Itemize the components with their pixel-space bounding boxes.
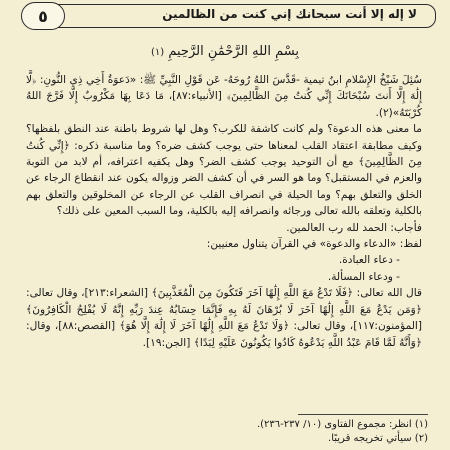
question-paragraph-1: سُئِلَ شَيْخُ الإِسْلامِ ابنُ تيمية -قَدَّسَ اللهُ رُوحَهُ- عَن قَوْلِ النَّبِيِّ ﷺ: «دَعوَةُ أَخِي ذِي النُّونِ: ﴿لَّا إِلَٰهَ إِلَّا أَنتَ سُبْحَانَكَ إِنِّي كُنتُ مِنَ الظَّالِمِينَ﴾ [الأنبياء:٨٧]، مَا دَعَا بِهَا مَكْرُوبٌ إِلَّا فَرَّجَ اللهُ كُرْبَتَهُ»(٢). (26, 74, 423, 119)
answer-line: لفظ: «الدعاء والدعوة» في القرآن يتناول معنيين: (206, 238, 422, 251)
bullet-item-request: - ودعاء المسألة. (327, 270, 400, 283)
footnote-1: (١) انظر: مجموع الفتاوى (١٠/ ٢٣٧-٢٣٦). (256, 419, 428, 430)
main-text (26, 72, 428, 351)
answer-intro: فأجاب: الحمد لله رب العالمين. (286, 221, 422, 234)
basmala-text: بِسْمِ اللهِ الرَّحْمَٰنِ الرَّحِيمِ (168, 44, 299, 59)
question-paragraph-2: ما معنى هذه الدعوة؟ ولم كانت كاشفة للكرب؟ وهل لها شروط باطنة عند النطق بلفظها؟ وكيف مطابقة اعتقاد القلب لمعناها حتى يوجب كشف ضره؟ وما مناسبة ذكره: ﴿إِنِّي كُنتُ مِنَ الظَّالِمِينَ﴾ مع أن التوحيد يوجب كشف الضر؟ وهل يكفيه اعترافه، أم لابد من التوبة والعزم في المستقبل؟ وما هو السر في أن كشف الضر وزواله يكون عند انقطاع الرجاء عن الخلق والتعلق بهم؟ وما الحيلة في انصراف القلب عن الرجاء عن المخلوقين والتعلق بهم بالكلية وتعلقه بالله تعالى ورجائه وانصرافه إليه بالكلية، وما السبب المعين على ذلك؟ (26, 123, 422, 218)
basmala (0, 44, 450, 59)
footnotes (26, 418, 428, 446)
basmala-footnote-ref: (١) (151, 47, 165, 58)
quran-quote-paragraph: قال الله تعالى: ﴿فَلَا تَدْعُ مَعَ اللَّهِ إِلَٰهًا آخَرَ فَتَكُونَ مِنَ الْمُعَذَّبِينَ﴾ [الشعراء:٢١٣]، وقال تعالى: ﴿وَمَن يَدْعُ مَعَ اللَّهِ إِلَٰهًا آخَرَ لَا بُرْهَانَ لَهُ بِهِ فَإِنَّمَا حِسَابُهُ عِندَ رَبِّهِ إِنَّهُ لَا يُفْلِحُ الْكَافِرُونَ﴾ [المؤمنون:١١٧]، وقال تعالى: ﴿وَلَا تَدْعُ مَعَ اللَّهِ إِلَٰهًا آخَرَ لَا إِلَٰهَ إِلَّا هُوَ﴾ [القصص:٨٨]، وقال: ﴿وَأَنَّهُ لَمَّا قَامَ عَبْدُ اللَّهِ يَدْعُوهُ كَادُوا يَكُونُونَ عَلَيْهِ لِبَدًا﴾ [الجن:١٩]. (26, 287, 423, 349)
running-header (22, 4, 436, 28)
bullet-item-worship: - دعاء العبادة. (338, 254, 400, 267)
page-number-badge: ٥ (21, 2, 65, 30)
footnote-divider (298, 414, 428, 415)
header-title: لا إله إلا أنت سبحانك إني كنت من الظالمين (162, 7, 417, 21)
footnote-2: (٢) سيأتي تخريجه قريبًا. (328, 433, 428, 444)
